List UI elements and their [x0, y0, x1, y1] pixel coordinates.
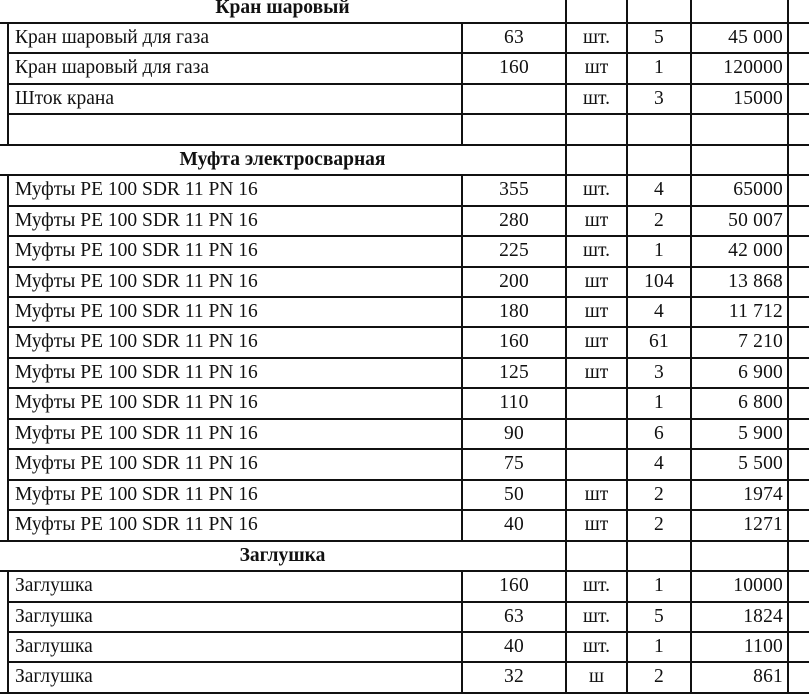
item-name-cell[interactable]: Заглушка — [7, 571, 461, 601]
item-price-cell[interactable]: 1824 — [690, 602, 789, 632]
item-name-cell[interactable]: Шток крана — [7, 84, 461, 114]
item-unit-cell[interactable]: шт — [565, 327, 626, 357]
item-quantity-cell[interactable]: 1 — [626, 571, 690, 601]
item-price-cell[interactable]: 1100 — [690, 632, 789, 662]
item-name-cell[interactable]: Заглушка — [7, 662, 461, 692]
item-quantity-cell[interactable]: 4 — [626, 297, 690, 327]
item-price-cell[interactable]: 861 — [690, 662, 789, 692]
item-quantity-cell[interactable]: 4 — [626, 175, 690, 205]
item-unit-cell[interactable] — [565, 419, 626, 449]
table-row — [0, 327, 809, 357]
item-price-cell[interactable]: 7 210 — [690, 327, 789, 357]
item-quantity-cell[interactable]: 6 — [626, 419, 690, 449]
item-quantity-cell[interactable]: 5 — [626, 602, 690, 632]
item-size-cell[interactable] — [461, 84, 565, 114]
item-name-cell[interactable]: Заглушка — [7, 602, 461, 632]
item-unit-cell[interactable]: шт — [565, 267, 626, 297]
item-price-cell[interactable]: 6 900 — [690, 358, 789, 388]
item-unit-cell[interactable]: шт — [565, 510, 626, 540]
item-quantity-cell[interactable]: 61 — [626, 327, 690, 357]
table-row — [0, 267, 809, 297]
item-name-cell[interactable]: Муфты PE 100 SDR 11 PN 16 — [7, 175, 461, 205]
item-name-cell[interactable]: Муфты PE 100 SDR 11 PN 16 — [7, 236, 461, 266]
table-row — [0, 510, 809, 540]
table-row — [0, 236, 809, 266]
item-price-cell[interactable]: 10000 — [690, 571, 789, 601]
item-size-cell[interactable]: 280 — [461, 206, 565, 236]
item-price-cell[interactable]: 11 712 — [690, 297, 789, 327]
item-name-cell[interactable]: Муфты PE 100 SDR 11 PN 16 — [7, 449, 461, 479]
item-unit-cell[interactable]: шт. — [565, 84, 626, 114]
item-price-cell[interactable]: 5 900 — [690, 419, 789, 449]
item-name-cell[interactable]: Заглушка — [7, 632, 461, 662]
item-size-cell[interactable]: 50 — [461, 480, 565, 510]
item-size-cell[interactable]: 225 — [461, 236, 565, 266]
item-name-cell[interactable]: Кран шаровый для газа — [7, 53, 461, 83]
item-price-cell[interactable]: 42 000 — [690, 236, 789, 266]
section-title: Заглушка — [239, 544, 326, 566]
item-size-cell[interactable]: 63 — [461, 602, 565, 632]
item-unit-cell[interactable]: шт. — [565, 632, 626, 662]
item-unit-cell[interactable] — [565, 388, 626, 418]
item-price-cell[interactable]: 45 000 — [690, 23, 789, 53]
table-row — [0, 297, 809, 327]
item-size-cell[interactable]: 200 — [461, 267, 565, 297]
item-price-cell[interactable]: 6 800 — [690, 388, 789, 418]
table-row — [0, 23, 809, 53]
item-unit-cell[interactable]: шт. — [565, 602, 626, 632]
table-row — [0, 358, 809, 388]
item-unit-cell[interactable] — [565, 114, 626, 144]
item-price-cell[interactable] — [690, 114, 789, 144]
table-row — [0, 602, 809, 632]
item-quantity-cell[interactable]: 1 — [626, 388, 690, 418]
item-name-cell[interactable]: Муфты PE 100 SDR 11 PN 16 — [7, 480, 461, 510]
table-row — [0, 571, 809, 601]
item-quantity-cell[interactable]: 2 — [626, 206, 690, 236]
item-name-cell[interactable]: Муфты PE 100 SDR 11 PN 16 — [7, 510, 461, 540]
item-size-cell[interactable]: 160 — [461, 327, 565, 357]
item-size-cell[interactable]: 40 — [461, 510, 565, 540]
item-quantity-cell[interactable]: 104 — [626, 267, 690, 297]
item-name-cell[interactable]: Кран шаровый для газа — [7, 23, 461, 53]
item-quantity-cell[interactable]: 3 — [626, 358, 690, 388]
item-unit-cell[interactable]: шт. — [565, 571, 626, 601]
table-row — [0, 480, 809, 510]
item-quantity-cell[interactable]: 1 — [626, 53, 690, 83]
item-name-cell[interactable] — [7, 114, 461, 144]
item-price-cell[interactable]: 15000 — [690, 84, 789, 114]
item-size-cell[interactable]: 160 — [461, 53, 565, 83]
item-quantity-cell[interactable]: 2 — [626, 662, 690, 692]
item-name-cell[interactable]: Муфты PE 100 SDR 11 PN 16 — [7, 267, 461, 297]
item-size-cell[interactable] — [461, 114, 565, 144]
item-name-cell[interactable]: Муфты PE 100 SDR 11 PN 16 — [7, 297, 461, 327]
item-quantity-cell[interactable]: 2 — [626, 510, 690, 540]
section-empty-cell[interactable] — [690, 541, 789, 571]
item-size-cell[interactable]: 40 — [461, 632, 565, 662]
item-price-cell[interactable]: 50 007 — [690, 206, 789, 236]
item-quantity-cell[interactable] — [626, 114, 690, 144]
section-header-row — [0, 0, 809, 23]
item-quantity-cell[interactable]: 2 — [626, 480, 690, 510]
table-row — [0, 84, 809, 114]
section-empty-cell[interactable] — [565, 0, 626, 23]
table-row — [0, 632, 809, 662]
item-price-cell[interactable]: 5 500 — [690, 449, 789, 479]
item-unit-cell[interactable]: шт — [565, 358, 626, 388]
item-unit-cell[interactable]: шт. — [565, 23, 626, 53]
section-empty-cell[interactable] — [565, 145, 626, 175]
item-price-cell[interactable]: 1974 — [690, 480, 789, 510]
item-price-cell[interactable]: 120000 — [690, 53, 789, 83]
section-empty-cell[interactable] — [626, 541, 690, 571]
item-quantity-cell[interactable]: 5 — [626, 23, 690, 53]
item-price-cell[interactable]: 1271 — [690, 510, 789, 540]
item-unit-cell[interactable]: шт — [565, 297, 626, 327]
item-size-cell[interactable]: 125 — [461, 358, 565, 388]
item-name-cell[interactable]: Муфты PE 100 SDR 11 PN 16 — [7, 206, 461, 236]
item-price-cell[interactable]: 13 868 — [690, 267, 789, 297]
item-size-cell[interactable]: 75 — [461, 449, 565, 479]
table-row — [0, 175, 809, 205]
table-row — [0, 206, 809, 236]
item-size-cell[interactable]: 63 — [461, 23, 565, 53]
table-row — [0, 449, 809, 479]
section-header-row — [0, 145, 809, 175]
table-row — [0, 662, 809, 692]
item-quantity-cell[interactable]: 4 — [626, 449, 690, 479]
item-quantity-cell[interactable]: 3 — [626, 84, 690, 114]
item-size-cell[interactable]: 32 — [461, 662, 565, 692]
item-unit-cell[interactable]: шт — [565, 53, 626, 83]
item-unit-cell[interactable] — [565, 449, 626, 479]
item-unit-cell[interactable]: шт. — [565, 236, 626, 266]
item-size-cell[interactable]: 355 — [461, 175, 565, 205]
item-unit-cell[interactable]: шт — [565, 480, 626, 510]
row-divider — [0, 692, 809, 694]
section-header-row — [0, 541, 809, 571]
table-row — [0, 53, 809, 83]
item-size-cell[interactable]: 110 — [461, 388, 565, 418]
item-size-cell[interactable]: 90 — [461, 419, 565, 449]
item-quantity-cell[interactable]: 1 — [626, 236, 690, 266]
item-name-cell[interactable]: Муфты PE 100 SDR 11 PN 16 — [7, 358, 461, 388]
item-size-cell[interactable]: 160 — [461, 571, 565, 601]
item-name-cell[interactable]: Муфты PE 100 SDR 11 PN 16 — [7, 388, 461, 418]
item-unit-cell[interactable]: шт. — [565, 175, 626, 205]
item-size-cell[interactable]: 180 — [461, 297, 565, 327]
table-row — [0, 388, 809, 418]
section-empty-cell[interactable] — [690, 145, 789, 175]
item-unit-cell[interactable]: ш — [565, 662, 626, 692]
table-row — [0, 114, 809, 144]
section-empty-cell[interactable] — [565, 541, 626, 571]
item-quantity-cell[interactable]: 1 — [626, 632, 690, 662]
section-title: Кран шаровый — [215, 0, 350, 18]
section-empty-cell[interactable] — [626, 145, 690, 175]
table-row — [0, 419, 809, 449]
section-title: Муфта электросварная — [179, 148, 386, 170]
item-name-cell[interactable]: Муфты PE 100 SDR 11 PN 16 — [7, 419, 461, 449]
item-price-cell[interactable]: 65000 — [690, 175, 789, 205]
item-name-cell[interactable]: Муфты PE 100 SDR 11 PN 16 — [7, 327, 461, 357]
item-unit-cell[interactable]: шт — [565, 206, 626, 236]
section-empty-cell[interactable] — [690, 0, 789, 23]
section-empty-cell[interactable] — [626, 0, 690, 23]
